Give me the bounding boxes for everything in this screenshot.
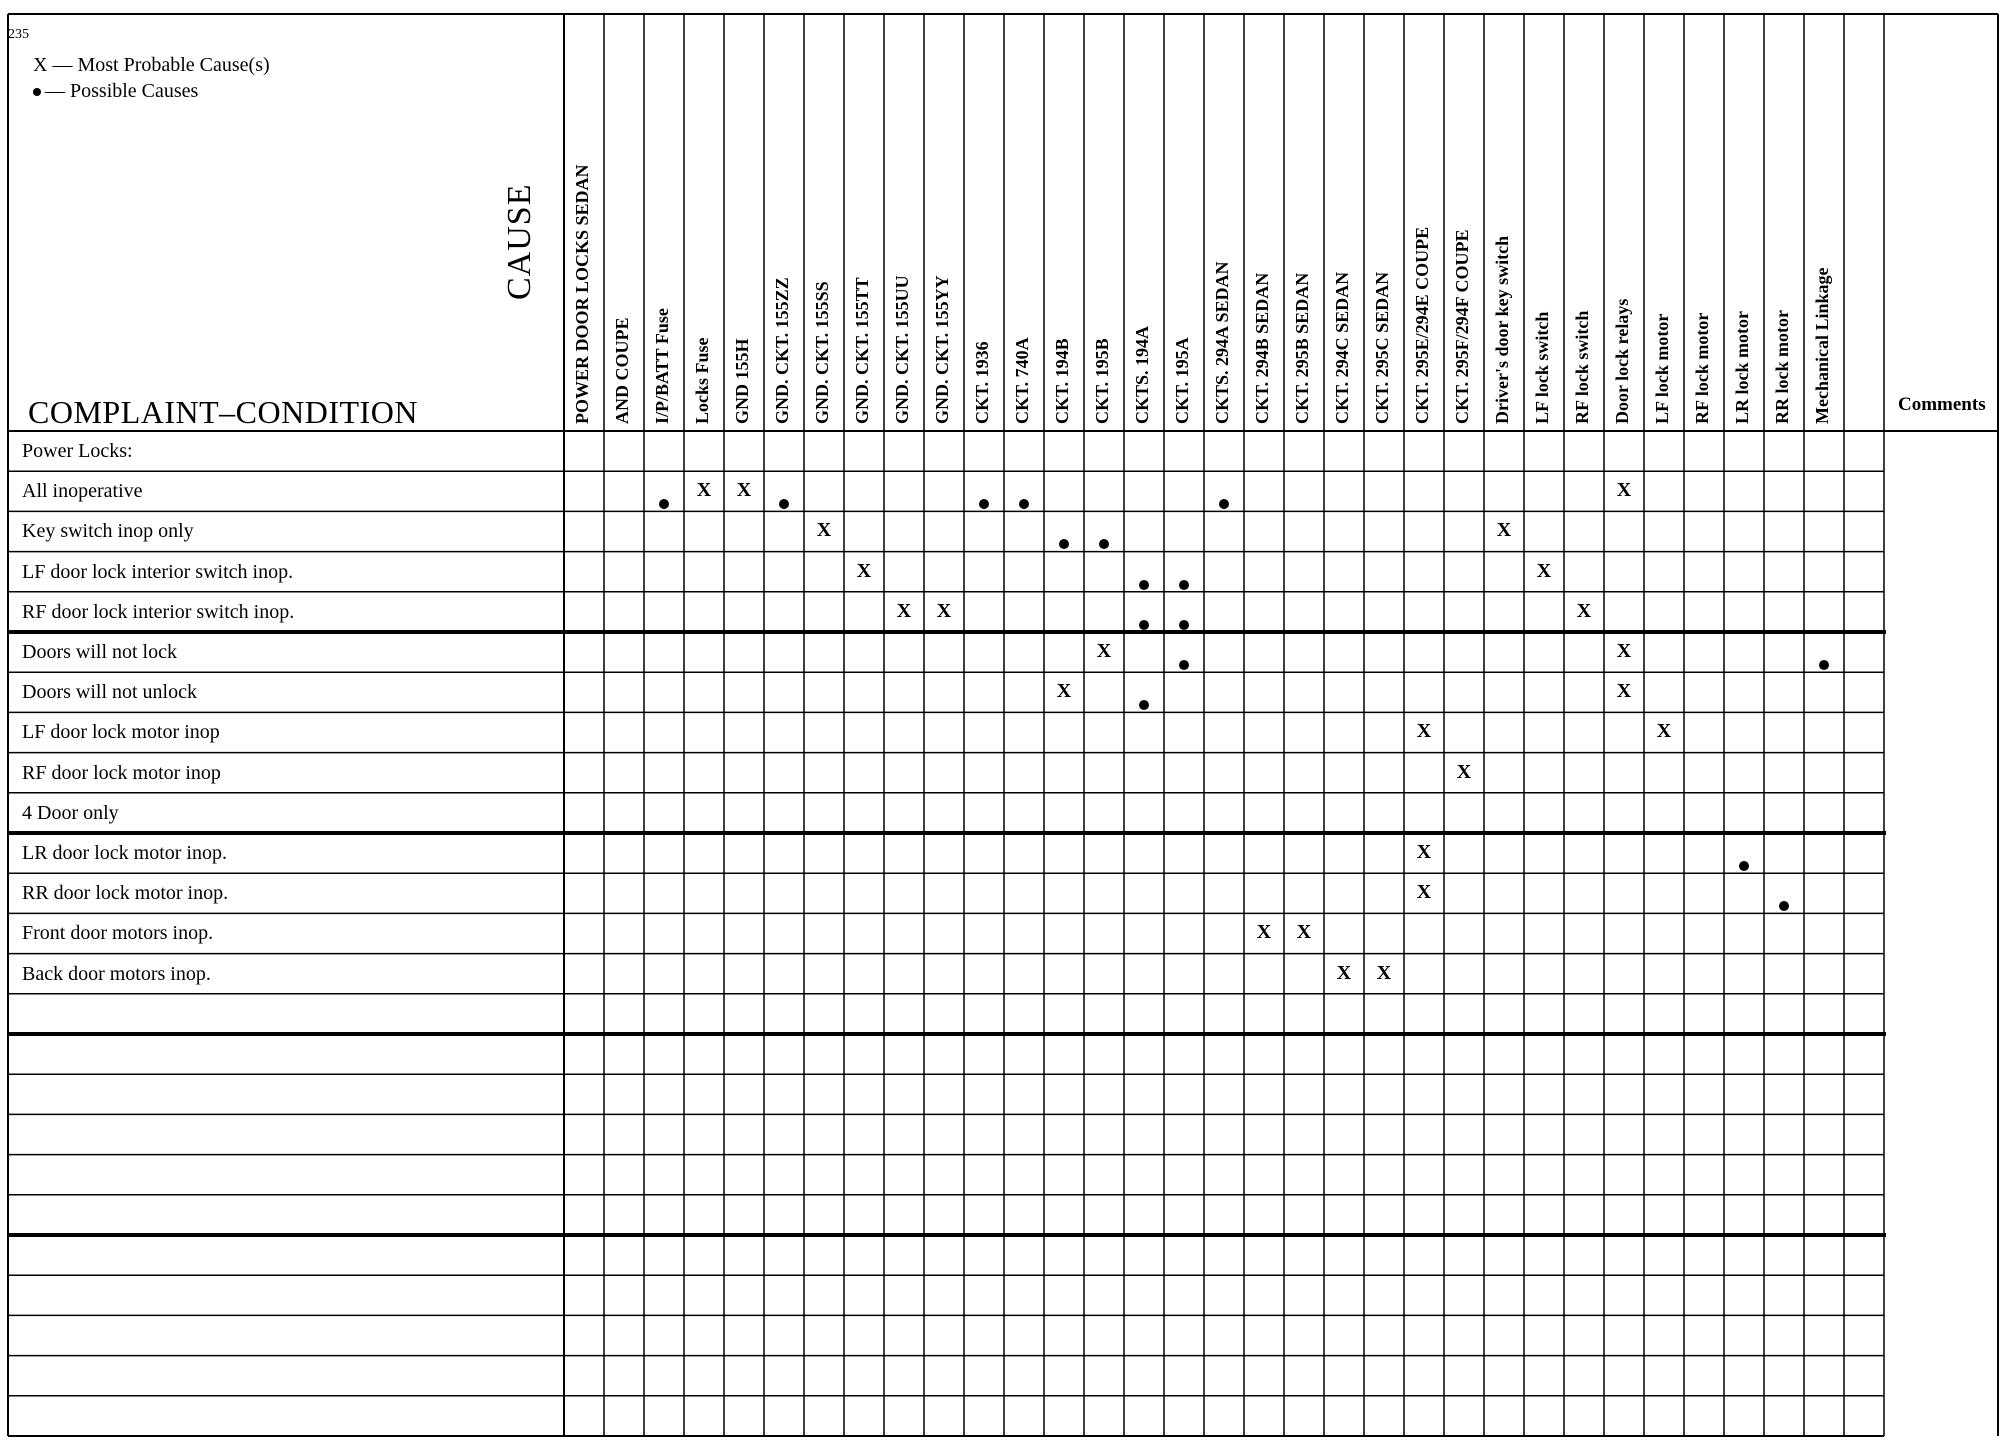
most-probable-x: X [856, 559, 872, 582]
possible-cause-dot [1164, 573, 1204, 596]
column-header: GND. CKT. 155TT [852, 277, 872, 424]
comments-heading: Comments [1898, 394, 1986, 415]
possible-cause-dot [644, 492, 684, 515]
bullet-icon [1099, 539, 1109, 549]
possible-cause-dot [764, 492, 804, 515]
most-probable-x: X [1616, 479, 1632, 502]
bullet-icon [1139, 700, 1149, 710]
most-probable-x: X [696, 479, 712, 502]
bullet-icon [979, 499, 989, 509]
column-header: Locks Fuse [692, 337, 712, 424]
row-label: LR door lock motor inop. [22, 842, 227, 864]
possible-cause-dot [1804, 653, 1844, 676]
row-label: All inoperative [22, 480, 143, 503]
most-probable-x: X [896, 599, 912, 622]
bullet-icon [659, 499, 669, 509]
most-probable-x: X [1256, 921, 1272, 944]
bullet-icon [1179, 620, 1189, 630]
column-header: CKT. 740A [1012, 337, 1032, 424]
bullet-icon [1179, 580, 1189, 590]
possible-cause-dot [1204, 492, 1244, 515]
most-probable-x: X [1096, 640, 1112, 662]
most-probable-x: X [1336, 961, 1352, 984]
column-header: GND 155H [732, 338, 752, 424]
column-header: GND. CKT. 155UU [892, 275, 912, 424]
page-number: 235 [8, 27, 29, 42]
bullet-icon [1739, 861, 1749, 871]
column-header: POWER DOOR LOCKS SEDAN [572, 164, 592, 424]
possible-cause-dot [1004, 492, 1044, 515]
column-header: CKT. 295E/294E COUPE [1412, 226, 1432, 424]
most-probable-x: X [1416, 881, 1432, 904]
most-probable-x: X [816, 519, 832, 542]
legend-most-probable: X — Most Probable Cause(s) [33, 54, 270, 76]
column-header: LF lock motor [1652, 313, 1672, 424]
bullet-icon [1139, 620, 1149, 630]
most-probable-x: X [1416, 720, 1432, 743]
bullet-icon [1179, 660, 1189, 670]
possible-cause-dot [1124, 693, 1164, 716]
column-header: CKT. 295F/294F COUPE [1452, 229, 1472, 424]
column-header: RF lock motor [1692, 312, 1712, 424]
row-label: 4 Door only [22, 801, 119, 824]
row-label: LF door lock interior switch inop. [22, 560, 294, 583]
row-label: Power Locks: [22, 440, 133, 462]
legend-possible: — Possible Causes [8, 78, 270, 104]
most-probable-x: X [1296, 921, 1312, 944]
bullet-icon [1219, 499, 1229, 509]
column-header: GND. CKT. 155SS [812, 281, 832, 424]
possible-cause-dot [1724, 854, 1764, 877]
row-label: Doors will not unlock [22, 681, 197, 704]
possible-cause-dot [1164, 613, 1204, 636]
column-header: LF lock switch [1532, 311, 1552, 424]
most-probable-x: X [1616, 640, 1632, 662]
column-header: CKT. 294B SEDAN [1252, 272, 1272, 424]
column-header: CKTS. 294A SEDAN [1212, 261, 1232, 424]
bullet-icon [1059, 539, 1069, 549]
most-probable-x: X [1416, 841, 1432, 863]
possible-cause-dot [1124, 613, 1164, 636]
column-header: AND COUPE [612, 317, 632, 424]
row-label: RF door lock motor inop [22, 761, 221, 784]
column-header: CKT. 1936 [972, 341, 992, 424]
cause-heading: CAUSE [501, 183, 538, 300]
column-header: GND. CKT. 155YY [932, 275, 952, 424]
column-header: Driver's door key switch [1492, 235, 1512, 424]
column-header: RF lock switch [1572, 310, 1592, 424]
most-probable-x: X [1536, 559, 1552, 582]
most-probable-x: X [1056, 680, 1072, 703]
possible-cause-dot [964, 492, 1004, 515]
possible-cause-dot [1084, 532, 1124, 555]
column-header: GND. CKT. 155ZZ [772, 277, 792, 424]
bullet-icon [1819, 660, 1829, 670]
legend [8, 22, 270, 104]
most-probable-x: X [1656, 720, 1672, 743]
row-label: Front door motors inop. [22, 922, 214, 945]
possible-cause-dot [1164, 653, 1204, 676]
most-probable-x: X [1576, 599, 1592, 622]
bullet-icon [779, 499, 789, 509]
column-header: Door lock relays [1612, 298, 1632, 424]
column-header: CKT. 295C SEDAN [1372, 271, 1392, 424]
row-label: LF door lock motor inop [22, 721, 220, 744]
column-header: CKT. 194B [1052, 338, 1072, 424]
most-probable-x: X [1376, 961, 1392, 984]
bullet-icon [33, 88, 41, 96]
bullet-icon [1139, 580, 1149, 590]
row-label: RR door lock motor inop. [22, 882, 229, 905]
column-header: RR lock motor [1772, 310, 1792, 424]
most-probable-x: X [1616, 680, 1632, 703]
row-label: RF door lock interior switch inop. [22, 600, 295, 623]
row-label: Key switch inop only [22, 520, 194, 543]
most-probable-x: X [1456, 760, 1472, 783]
column-header: Mechanical Linkage [1812, 267, 1832, 424]
possible-cause-dot [1764, 894, 1804, 917]
column-header: CKT. 294C SEDAN [1332, 271, 1352, 424]
column-header: CKT. 195B [1092, 338, 1112, 424]
column-header: LR lock motor [1732, 311, 1752, 424]
complaint-heading: COMPLAINT–CONDITION [28, 394, 418, 430]
column-header: I/P/BATT Fuse [652, 308, 672, 424]
row-label: Doors will not lock [22, 641, 177, 663]
row-label: Back door motors inop. [22, 962, 211, 985]
column-header: CKT. 295B SEDAN [1292, 272, 1312, 424]
possible-cause-dot [1124, 573, 1164, 596]
most-probable-x: X [936, 599, 952, 622]
possible-cause-dot [1044, 532, 1084, 555]
bullet-icon [1019, 499, 1029, 509]
column-header: CKT. 195A [1172, 337, 1192, 424]
column-header: CKTS. 194A [1132, 325, 1152, 424]
most-probable-x: X [1496, 519, 1512, 542]
most-probable-x: X [736, 479, 752, 502]
bullet-icon [1779, 901, 1789, 911]
